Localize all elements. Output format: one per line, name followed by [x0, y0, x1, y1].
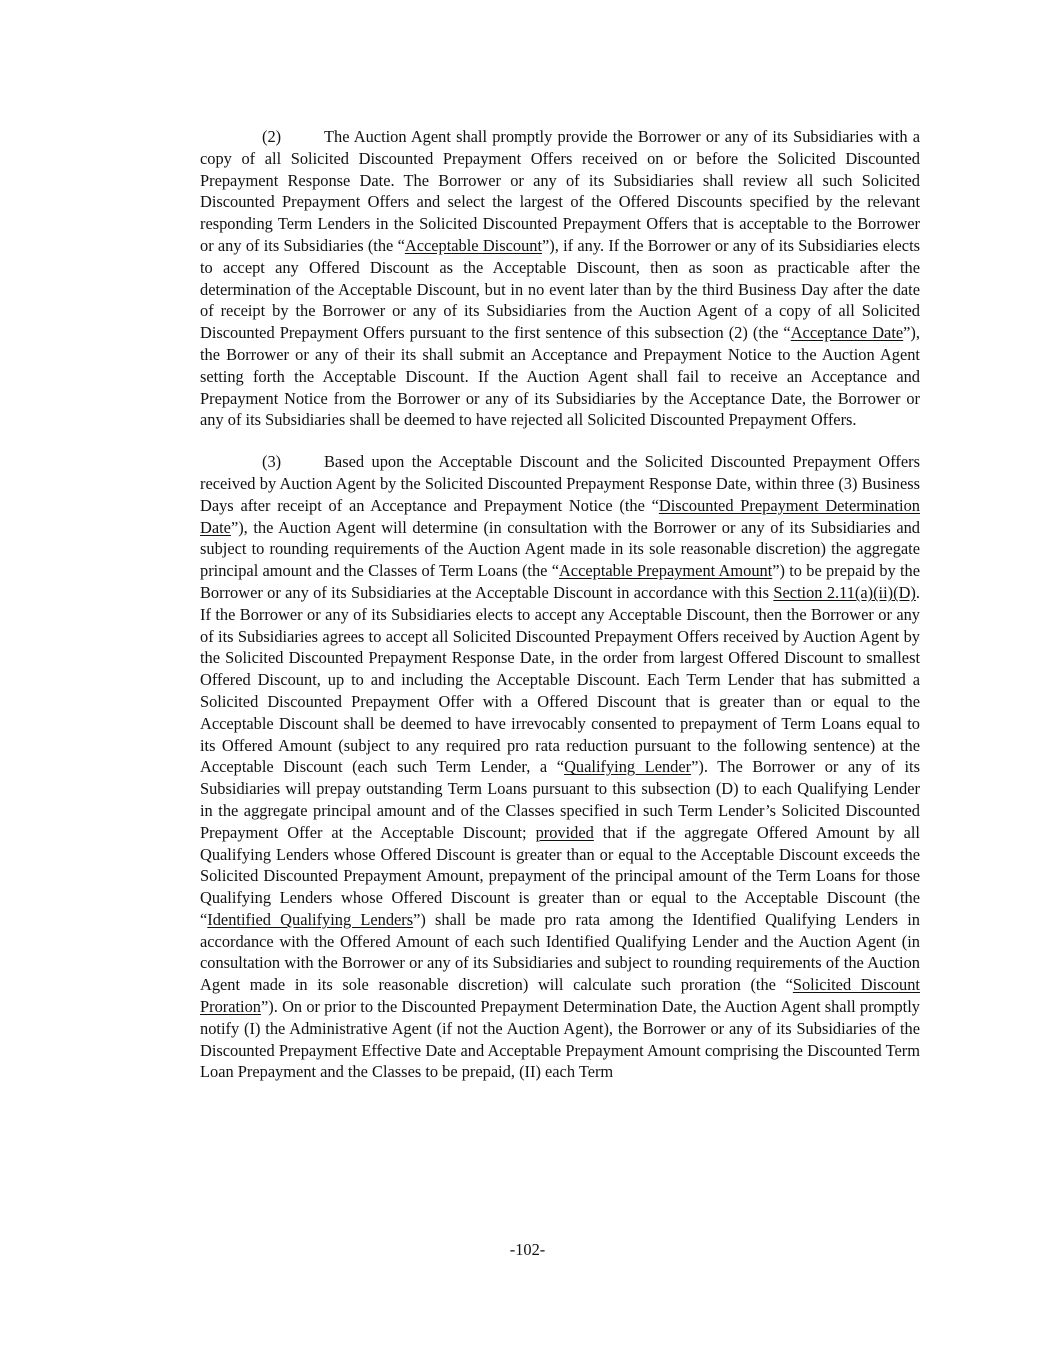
defined-term: Qualifying Lender: [564, 757, 692, 777]
text-run: . If the Borrower or any of its Subsidiaries elects to accept any Acceptable Discount, then the Borrower or any of its Subsidiaries agrees to accept all Solicited Discounted Prepayment Offers received by Auction Agent by the Solicited Discounted Prepayment Response Date, in the order from largest Offered Discount to smallest Offered Discount, up to and including the Acceptable Discount. Each Term Lender that has submitted a Solicited Discounted Prepayment Offer with a Offered Discount that is greater than or equal to the Acceptable Discount shall be deemed to have irrevocably consented to prepayment of Term Loans equal to its Offered Amount (subject to any required pro rata reduction pursuant to the following sentence) at the Acceptable Discount (each such Term Lender, a “: [200, 582, 920, 777]
page-number: -102-: [509, 1240, 546, 1259]
section-reference: Section 2.11(a)(ii)(D): [773, 582, 916, 602]
text-run: ”) shall be made pro rata among the Identified Qualifying Lenders in accordance with the Offered Amount of each such Identified Qualifying Lender and the Auction Agent (in consultation with the Borrower or any of its Subsidiaries and subject to rounding requirements of the Auction Agent made in its sole reasonable discretion) will calculate such proration (the “: [200, 909, 920, 995]
text-run: ”), the Borrower or any of their its shall submit an Acceptance and Prepayment Notice to the Auction Agent setting forth the Acceptable Discount. If the Auction Agent shall fail to receive an Acceptance and Prepayment Notice from the Borrower or any of its Subsidiaries by the Acceptance Date, the Borrower or any of its Subsidiaries shall be deemed to have rejected all Solicited Discounted Prepayment Offers.: [200, 323, 920, 430]
text-run: ”), if any. If the Borrower or any of its Subsidiaries elects to accept any Offered Discount as the Acceptable Discount, then as soon as practicable after the determination of the Acceptable Discount, but in no event later than by the third Business Day after the date of receipt by the Borrower or any of its Subsidiaries from the Auction Agent of a copy of all Solicited Discounted Prepayment Offers pursuant to the first sentence of this subsection (2) (the “: [200, 235, 921, 343]
text-run: The Auction Agent shall promptly provide the Borrower or any of its Subsidiaries with a copy of all Solicited Discounted Prepayment Offers received on or before the Solicited Discounted Prepayment Response Date. The Borrower or any of its Subsidiaries shall review all such Solicited Discounted Prepayment Offers and select the largest of the Offered Discounts specified by the relevant responding Term Lenders in the Solicited Discounted Prepayment Offers that is acceptable to the Borrower or any of its Subsidiaries (the “: [200, 127, 920, 255]
defined-term: Identified Qualifying Lenders: [207, 909, 414, 929]
paragraph-number: (3): [262, 452, 282, 472]
text-run: Based upon the Acceptable Discount and the Solicited Discounted Prepayment Offers received by Auction Agent by the Solicited Discounted Prepayment Response Date, within three (3) Business Days after receipt of an Acceptance and Prepayment Notice (the “: [200, 452, 920, 515]
defined-term: Acceptable Prepayment Amount: [558, 561, 773, 581]
emphasized-term: provided: [535, 822, 594, 842]
text-run: that if the aggregate Offered Amount by all Qualifying Lenders whose Offered Discount is greater than or equal to the Acceptable Discount exceeds the Solicited Discounted Prepayment Amount, prepayment of the principal amount of the Term Loans for those Qualifying Lenders whose Offered Discount is greater than or equal to the Acceptable Discount (the “: [200, 822, 920, 929]
text-run: ”). The Borrower or any of its Subsidiaries will prepay outstanding Term Loans pursuant to this subsection (D) to each Qualifying Lender in the aggregate principal amount and of the Classes specified in such Term Lender’s Solicited Discounted Prepayment Offer at the Acceptable Discount;: [200, 757, 920, 842]
paragraph-number: (2): [262, 127, 282, 146]
text-run: ”), the Auction Agent will determine (in consultation with the Borrower or any of its Subsidiaries and subject to rounding requirements of the Auction Agent made in its sole reasonable discretion) the aggregate principal amount and the Classes of Term Loans (the “: [200, 517, 920, 581]
text-run: ”). On or prior to the Discounted Prepayment Determination Date, the Auction Agent shall promptly notify (I) the Administrative Agent (if not the Auction Agent), the Borrower or any of its Subsidiaries of the Discounted Prepayment Effective Date and Acceptable Prepayment Amount comprising the Discounted Term Loan Prepayment and the Classes to be prepaid, (II) each Term: [200, 997, 920, 1082]
defined-term: Acceptable Discount: [404, 235, 543, 255]
paragraph-3: [200, 451, 920, 1083]
document-page: [200, 126, 920, 1103]
paragraph-2: [200, 126, 920, 431]
defined-term: Acceptance Date: [790, 323, 904, 343]
defined-term: Solicited Discount Proration: [200, 975, 920, 1017]
defined-term: Discounted Prepayment Determination Date: [200, 495, 920, 537]
text-run: ”) to be prepaid by the Borrower or any of its Subsidiaries at the Acceptable Discount in accordance with this: [200, 561, 920, 602]
